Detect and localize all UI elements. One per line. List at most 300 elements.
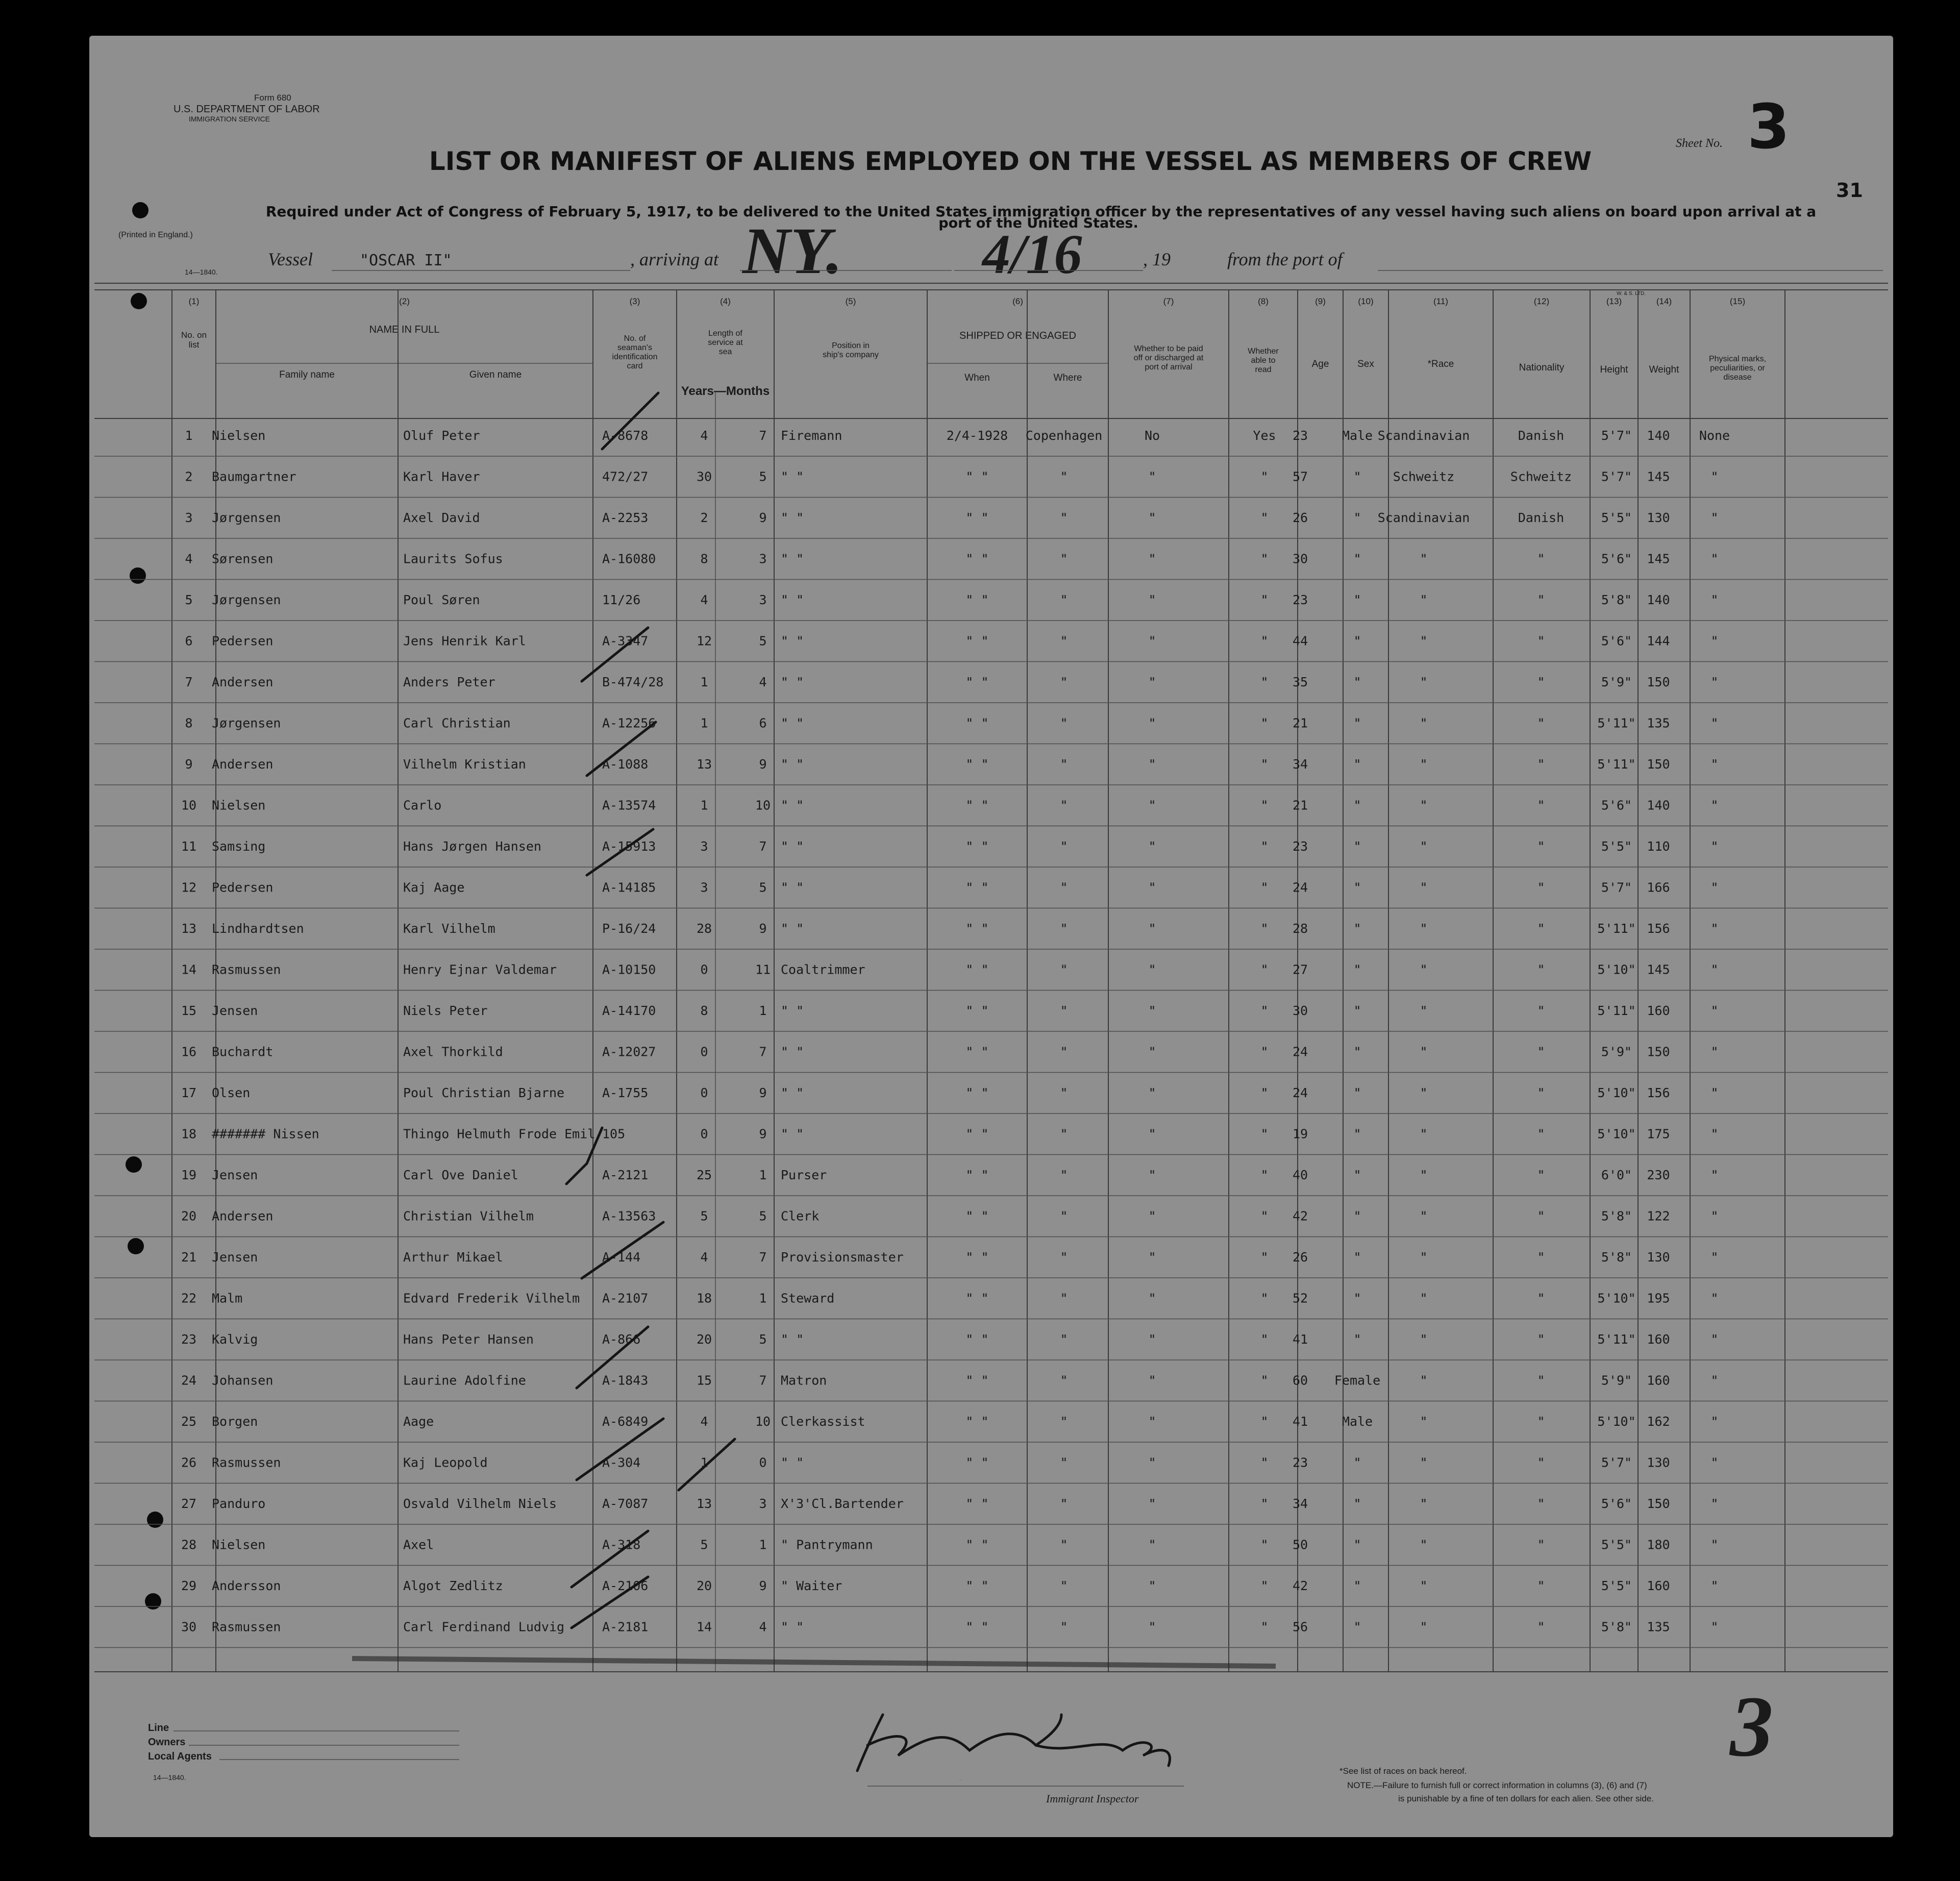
shipped-when: " " [965,510,989,525]
able-to-read: " [1260,1414,1269,1429]
height: 5'10" [1597,1291,1636,1306]
col-age-header: Age [1311,359,1329,369]
given-name: Osvald Vilhelm Niels [403,1496,557,1511]
row-number: 8 [185,715,193,731]
position: " " [781,1085,804,1100]
race: " [1420,1578,1428,1593]
paid-off: " [1148,1168,1156,1182]
able-to-read: " [1260,592,1269,607]
race: " [1420,962,1428,977]
position: " " [781,592,804,607]
position: " " [781,633,804,649]
service-years: 8 [700,551,708,566]
shipped-where: " [1060,962,1068,977]
able-to-read: " [1260,510,1269,525]
nationality: " [1537,1168,1545,1182]
given-name: Christian Vilhelm [403,1208,534,1224]
service-months: 7 [759,1373,767,1388]
col-no-header: No. on [181,330,207,340]
race: " [1420,1085,1428,1100]
sex: " [1353,633,1361,649]
sheet-number: 3 [1747,92,1790,163]
shipped-when: " " [965,1003,989,1018]
physical-marks: " [1710,921,1719,936]
nationality: Danish [1518,428,1565,443]
shipped-where: " [1060,1085,1068,1100]
physical-marks: " [1710,1578,1719,1593]
paid-off: " [1148,1455,1156,1470]
weight: 195 [1647,1291,1670,1306]
age: 40 [1292,1168,1308,1182]
nationality: " [1537,1126,1545,1142]
weight: 145 [1647,469,1670,484]
position: " " [781,675,804,689]
sex: " [1353,1619,1361,1635]
service-months: 9 [759,510,767,525]
family-name: Johansen [212,1373,274,1388]
physical-marks: " [1710,1126,1719,1142]
weight: 130 [1647,1455,1670,1470]
card-number: A-2107 [602,1291,649,1306]
sheet-label: Sheet No. [1676,137,1723,150]
physical-marks: " [1710,469,1719,484]
race: " [1420,1619,1428,1635]
position: " " [781,510,804,525]
weight: 130 [1647,510,1670,525]
manifest-subtitle: Required under Act of Congress of February 5, 1917, to be delivered to the United States immigration officer by the representatives of any vessel having such aliens on board upon arrival at a [265,203,1817,220]
col-position-header: ship's company [823,351,879,359]
given-name: Karl Vilhelm [403,921,495,936]
age: 50 [1292,1537,1308,1552]
height: 5'6" [1601,1496,1632,1511]
able-to-read: " [1260,962,1269,977]
shipped-where: " [1060,592,1068,607]
position: X'3'Cl.Bartender [781,1496,904,1511]
row-number: 25 [181,1414,197,1429]
column-number-5: (5) [845,296,856,306]
shipped-where: " [1060,1168,1068,1182]
given-name: Niels Peter [403,1003,488,1018]
age: 30 [1292,551,1308,566]
weight: 166 [1647,880,1670,895]
nationality: " [1537,1537,1545,1552]
service-years: 3 [700,839,708,854]
service-months: 6 [759,715,767,731]
given-name: Arthur Mikael [403,1250,503,1265]
shipped-when: " " [965,1537,989,1552]
manifest-title: LIST OR MANIFEST OF ALIENS EMPLOYED ON THE VESSEL AS MEMBERS OF CREW [429,146,1592,176]
family-name: Panduro [212,1496,266,1511]
sex: " [1353,1003,1361,1018]
race: " [1420,1414,1428,1429]
family-name: Olsen [212,1085,251,1100]
race: " [1420,675,1428,689]
able-to-read: " [1260,1373,1269,1388]
service-years: 12 [696,633,712,649]
sex: Male [1342,428,1373,443]
age: 35 [1292,675,1308,689]
shipped-where: " [1060,1250,1068,1265]
row-number: 17 [181,1085,197,1100]
height: 5'7" [1601,469,1632,484]
given-name: Carl Ove Daniel [403,1168,518,1182]
family-name: Nielsen [212,1537,266,1552]
card-number: 472/27 [602,469,649,484]
position: " " [781,880,804,895]
age: 30 [1292,1003,1308,1018]
family-name: Buchardt [212,1044,274,1059]
height: 5'9" [1601,675,1632,689]
paid-off: " [1148,757,1156,772]
weight: 144 [1647,633,1670,649]
family-name: Pedersen [212,633,274,649]
sex: " [1353,1044,1361,1059]
weight: 175 [1647,1126,1670,1142]
shipped-when: " " [965,1291,989,1306]
age: 56 [1292,1619,1308,1635]
row-number: 22 [181,1291,197,1306]
card-number: A-318 [602,1537,641,1552]
weight: 135 [1647,1619,1670,1635]
race: " [1420,551,1428,566]
race: " [1420,715,1428,731]
service-months: 1 [759,1291,767,1306]
height: 5'7" [1601,880,1632,895]
able-to-read: " [1260,551,1269,566]
card-number: A-3347 [602,633,649,649]
given-name: Hans Jørgen Hansen [403,839,541,854]
height: 5'6" [1601,551,1632,566]
height: 5'5" [1601,839,1632,854]
shipped-when: " " [965,1250,989,1265]
service-months: 10 [755,798,771,813]
nationality: Schweitz [1510,469,1572,484]
col-service-header: service at [708,338,743,347]
paid-off: " [1148,1332,1156,1347]
col-shipped-header: SHIPPED OR ENGAGED [959,330,1076,341]
col-card-header: seaman's [617,343,652,352]
row-number: 4 [185,551,193,566]
service-years: 0 [700,1044,708,1059]
row-number: 15 [181,1003,197,1018]
physical-marks: " [1710,1455,1719,1470]
able-to-read: " [1260,1126,1269,1142]
given-name: Anders Peter [403,675,495,689]
inspector-label: Immigrant Inspector [1046,1792,1139,1805]
family-name: Andersen [212,675,274,689]
able-to-read: " [1260,880,1269,895]
weight: 180 [1647,1537,1670,1552]
service-years: 0 [700,1126,708,1142]
position: " " [781,1619,804,1635]
card-number: A-14170 [602,1003,656,1018]
position: " " [781,1044,804,1059]
family-name: Malm [212,1291,243,1306]
column-number-8: (8) [1258,296,1269,306]
paid-off: " [1148,1208,1156,1224]
paid-off: " [1148,675,1156,689]
position: " " [781,921,804,936]
service-years: 30 [696,469,712,484]
race: " [1420,633,1428,649]
sex: " [1353,469,1361,484]
weight: 150 [1647,1044,1670,1059]
family-name: ####### Nissen [212,1126,319,1142]
age: 42 [1292,1578,1308,1593]
service-months: 5 [759,469,767,484]
line-label: Line [148,1722,169,1734]
nationality: " [1537,1332,1545,1347]
race: " [1420,592,1428,607]
service-years: 3 [700,880,708,895]
weight: 122 [1647,1208,1670,1224]
col-paid-header: Whether to be paid [1134,344,1203,353]
age: 24 [1292,1044,1308,1059]
service-months: 4 [759,675,767,689]
able-to-read: " [1260,921,1269,936]
age: 19 [1292,1126,1308,1142]
col-height-header: Height [1600,364,1628,375]
nationality: " [1537,1208,1545,1224]
given-name: Axel David [403,510,480,525]
sex: " [1353,1496,1361,1511]
physical-marks: None [1699,428,1730,443]
nationality: " [1537,1373,1545,1388]
row-number: 18 [181,1126,197,1142]
sex: " [1353,921,1361,936]
physical-marks: " [1710,880,1719,895]
race: " [1420,1496,1428,1511]
column-number-6: (6) [1012,296,1023,306]
service-years: 15 [696,1373,712,1388]
paid-off: No [1144,428,1160,443]
nationality: " [1537,551,1545,566]
service-months: 5 [759,633,767,649]
position: Matron [781,1373,827,1388]
owners-label: Owners [148,1737,186,1748]
sex: " [1353,839,1361,854]
weight: 162 [1647,1414,1670,1429]
physical-marks: " [1710,1291,1719,1306]
family-name: Borgen [212,1414,258,1429]
physical-marks: " [1710,839,1719,854]
paid-off: " [1148,551,1156,566]
height: 5'11" [1597,1003,1636,1018]
department: U.S. DEPARTMENT OF LABOR [173,104,320,115]
family-name: Kalvig [212,1332,258,1347]
race: " [1420,839,1428,854]
able-to-read: " [1260,1168,1269,1182]
given-name: Poul Christian Bjarne [403,1085,565,1100]
col-name-header: NAME IN FULL [369,324,440,335]
given-name: Carl Christian [403,715,511,731]
family-name: Rasmussen [212,962,281,977]
paid-off: " [1148,1250,1156,1265]
card-number: A-1843 [602,1373,649,1388]
given-name: Laurits Sofus [403,551,503,566]
height: 5'8" [1601,592,1632,607]
shipped-where: " [1060,633,1068,649]
sex: " [1353,1332,1361,1347]
row-number: 27 [181,1496,197,1511]
given-name: Axel [403,1537,434,1552]
service-months: 5 [759,1332,767,1347]
card-number: A-7087 [602,1496,649,1511]
family-name: Jensen [212,1168,258,1182]
shipped-where: " [1060,798,1068,813]
col-marks-header: disease [1723,373,1752,382]
nationality: " [1537,633,1545,649]
position: Steward [781,1291,835,1306]
age: 23 [1292,839,1308,854]
service-years: 13 [696,757,712,772]
race-note: *See list of races on back hereof. [1339,1766,1467,1776]
penalty-note: NOTE.—Failure to furnish full or correct information in columns (3), (6) and (7) [1347,1780,1647,1790]
shipped-where: " [1060,1496,1068,1511]
given-name: Laurine Adolfine [403,1373,526,1388]
col-card-header: No. of [624,334,646,343]
shipped-when: " " [965,880,989,895]
nationality: " [1537,1003,1545,1018]
sex: " [1353,592,1361,607]
age: 27 [1292,962,1308,977]
vessel-name: "OSCAR II" [360,252,452,269]
given-name: Oluf Peter [403,428,480,443]
paid-off: " [1148,1373,1156,1388]
card-number: A-2181 [602,1619,649,1635]
family-name: Andersen [212,1208,274,1224]
card-number: A-304 [602,1455,641,1470]
position: " " [781,839,804,854]
paid-off: " [1148,1085,1156,1100]
service-years: 18 [696,1291,712,1306]
sex: " [1353,510,1361,525]
weight: 140 [1647,798,1670,813]
row-number: 2 [185,469,193,484]
row-number: 14 [181,962,197,977]
height: 5'6" [1601,798,1632,813]
row-number: 16 [181,1044,197,1059]
position: Clerk [781,1208,820,1224]
shipped-when: " " [965,592,989,607]
card-number: A-8678 [602,428,649,443]
age: 52 [1292,1291,1308,1306]
age: 42 [1292,1208,1308,1224]
col-read-header: Whether [1248,347,1279,356]
sex: " [1353,962,1361,977]
weight: 160 [1647,1373,1670,1388]
card-number: B-474/28 [602,675,664,689]
position: " " [781,1126,804,1142]
service-years: 4 [700,592,708,607]
nationality: " [1537,1619,1545,1635]
shipped-where: " [1060,1332,1068,1347]
shipped-when: " " [965,1044,989,1059]
service-months: 4 [759,1619,767,1635]
nationality: " [1537,1291,1545,1306]
age: 41 [1292,1332,1308,1347]
service-years: 20 [696,1332,712,1347]
race: " [1420,1168,1428,1182]
column-number-9: (9) [1315,296,1326,306]
service-months: 7 [759,428,767,443]
shipped-when: " " [965,1208,989,1224]
position: Firemann [781,428,842,443]
able-to-read: " [1260,675,1269,689]
printer-mark: W. & S. LTD. [1617,291,1646,296]
service-months: 9 [759,921,767,936]
family-name: Lindhardtsen [212,921,304,936]
given-name: Kaj Leopold [403,1455,488,1470]
weight: 160 [1647,1578,1670,1593]
able-to-read: " [1260,1332,1269,1347]
weight: 150 [1647,757,1670,772]
able-to-read: " [1260,1455,1269,1470]
col-no-header: list [188,340,200,350]
service-months: 9 [759,1085,767,1100]
card-number: A-13574 [602,798,656,813]
given-name: Edvard Frederik Vilhelm [403,1291,580,1306]
race: " [1420,1291,1428,1306]
age: 23 [1292,428,1308,443]
service-months: 5 [759,1208,767,1224]
service-months: 7 [759,1044,767,1059]
nationality: " [1537,839,1545,854]
from-port-label: from the port of [1227,249,1343,269]
age: 24 [1292,1085,1308,1100]
able-to-read: " [1260,1044,1269,1059]
age: 34 [1292,1496,1308,1511]
card-number: A-12256 [602,715,656,731]
given-name: Algot Zedlitz [403,1578,503,1593]
shipped-where: " [1060,1619,1068,1635]
family-name: Rasmussen [212,1619,281,1635]
physical-marks: " [1710,675,1719,689]
height: 5'8" [1601,1250,1632,1265]
paid-off: " [1148,469,1156,484]
row-number: 29 [181,1578,197,1593]
position: " " [781,469,804,484]
paid-off: " [1148,839,1156,854]
shipped-when: " " [965,469,989,484]
given-name: Carl Ferdinand Ludvig [403,1619,565,1635]
physical-marks: " [1710,1044,1719,1059]
able-to-read: " [1260,1619,1269,1635]
height: 5'6" [1601,633,1632,649]
age: 57 [1292,469,1308,484]
row-number: 12 [181,880,197,895]
shipped-where: " [1060,1126,1068,1142]
service-years: 1 [700,675,708,689]
family-name: Jensen [212,1003,258,1018]
paid-off: " [1148,1044,1156,1059]
column-number-2: (2) [399,296,410,306]
race: " [1420,1208,1428,1224]
position: " " [781,757,804,772]
sex: " [1353,1085,1361,1100]
age: 23 [1292,1455,1308,1470]
given-name: Thingo Helmuth Frode Emil [403,1126,596,1142]
weight: 160 [1647,1332,1670,1347]
column-number-10: (10) [1358,296,1374,306]
sex: " [1353,1578,1361,1593]
paid-off: " [1148,1003,1156,1018]
height: 5'9" [1601,1044,1632,1059]
col-when-header: When [964,373,990,383]
physical-marks: " [1710,757,1719,772]
card-number: A-6849 [602,1414,649,1429]
physical-marks: " [1710,1373,1719,1388]
